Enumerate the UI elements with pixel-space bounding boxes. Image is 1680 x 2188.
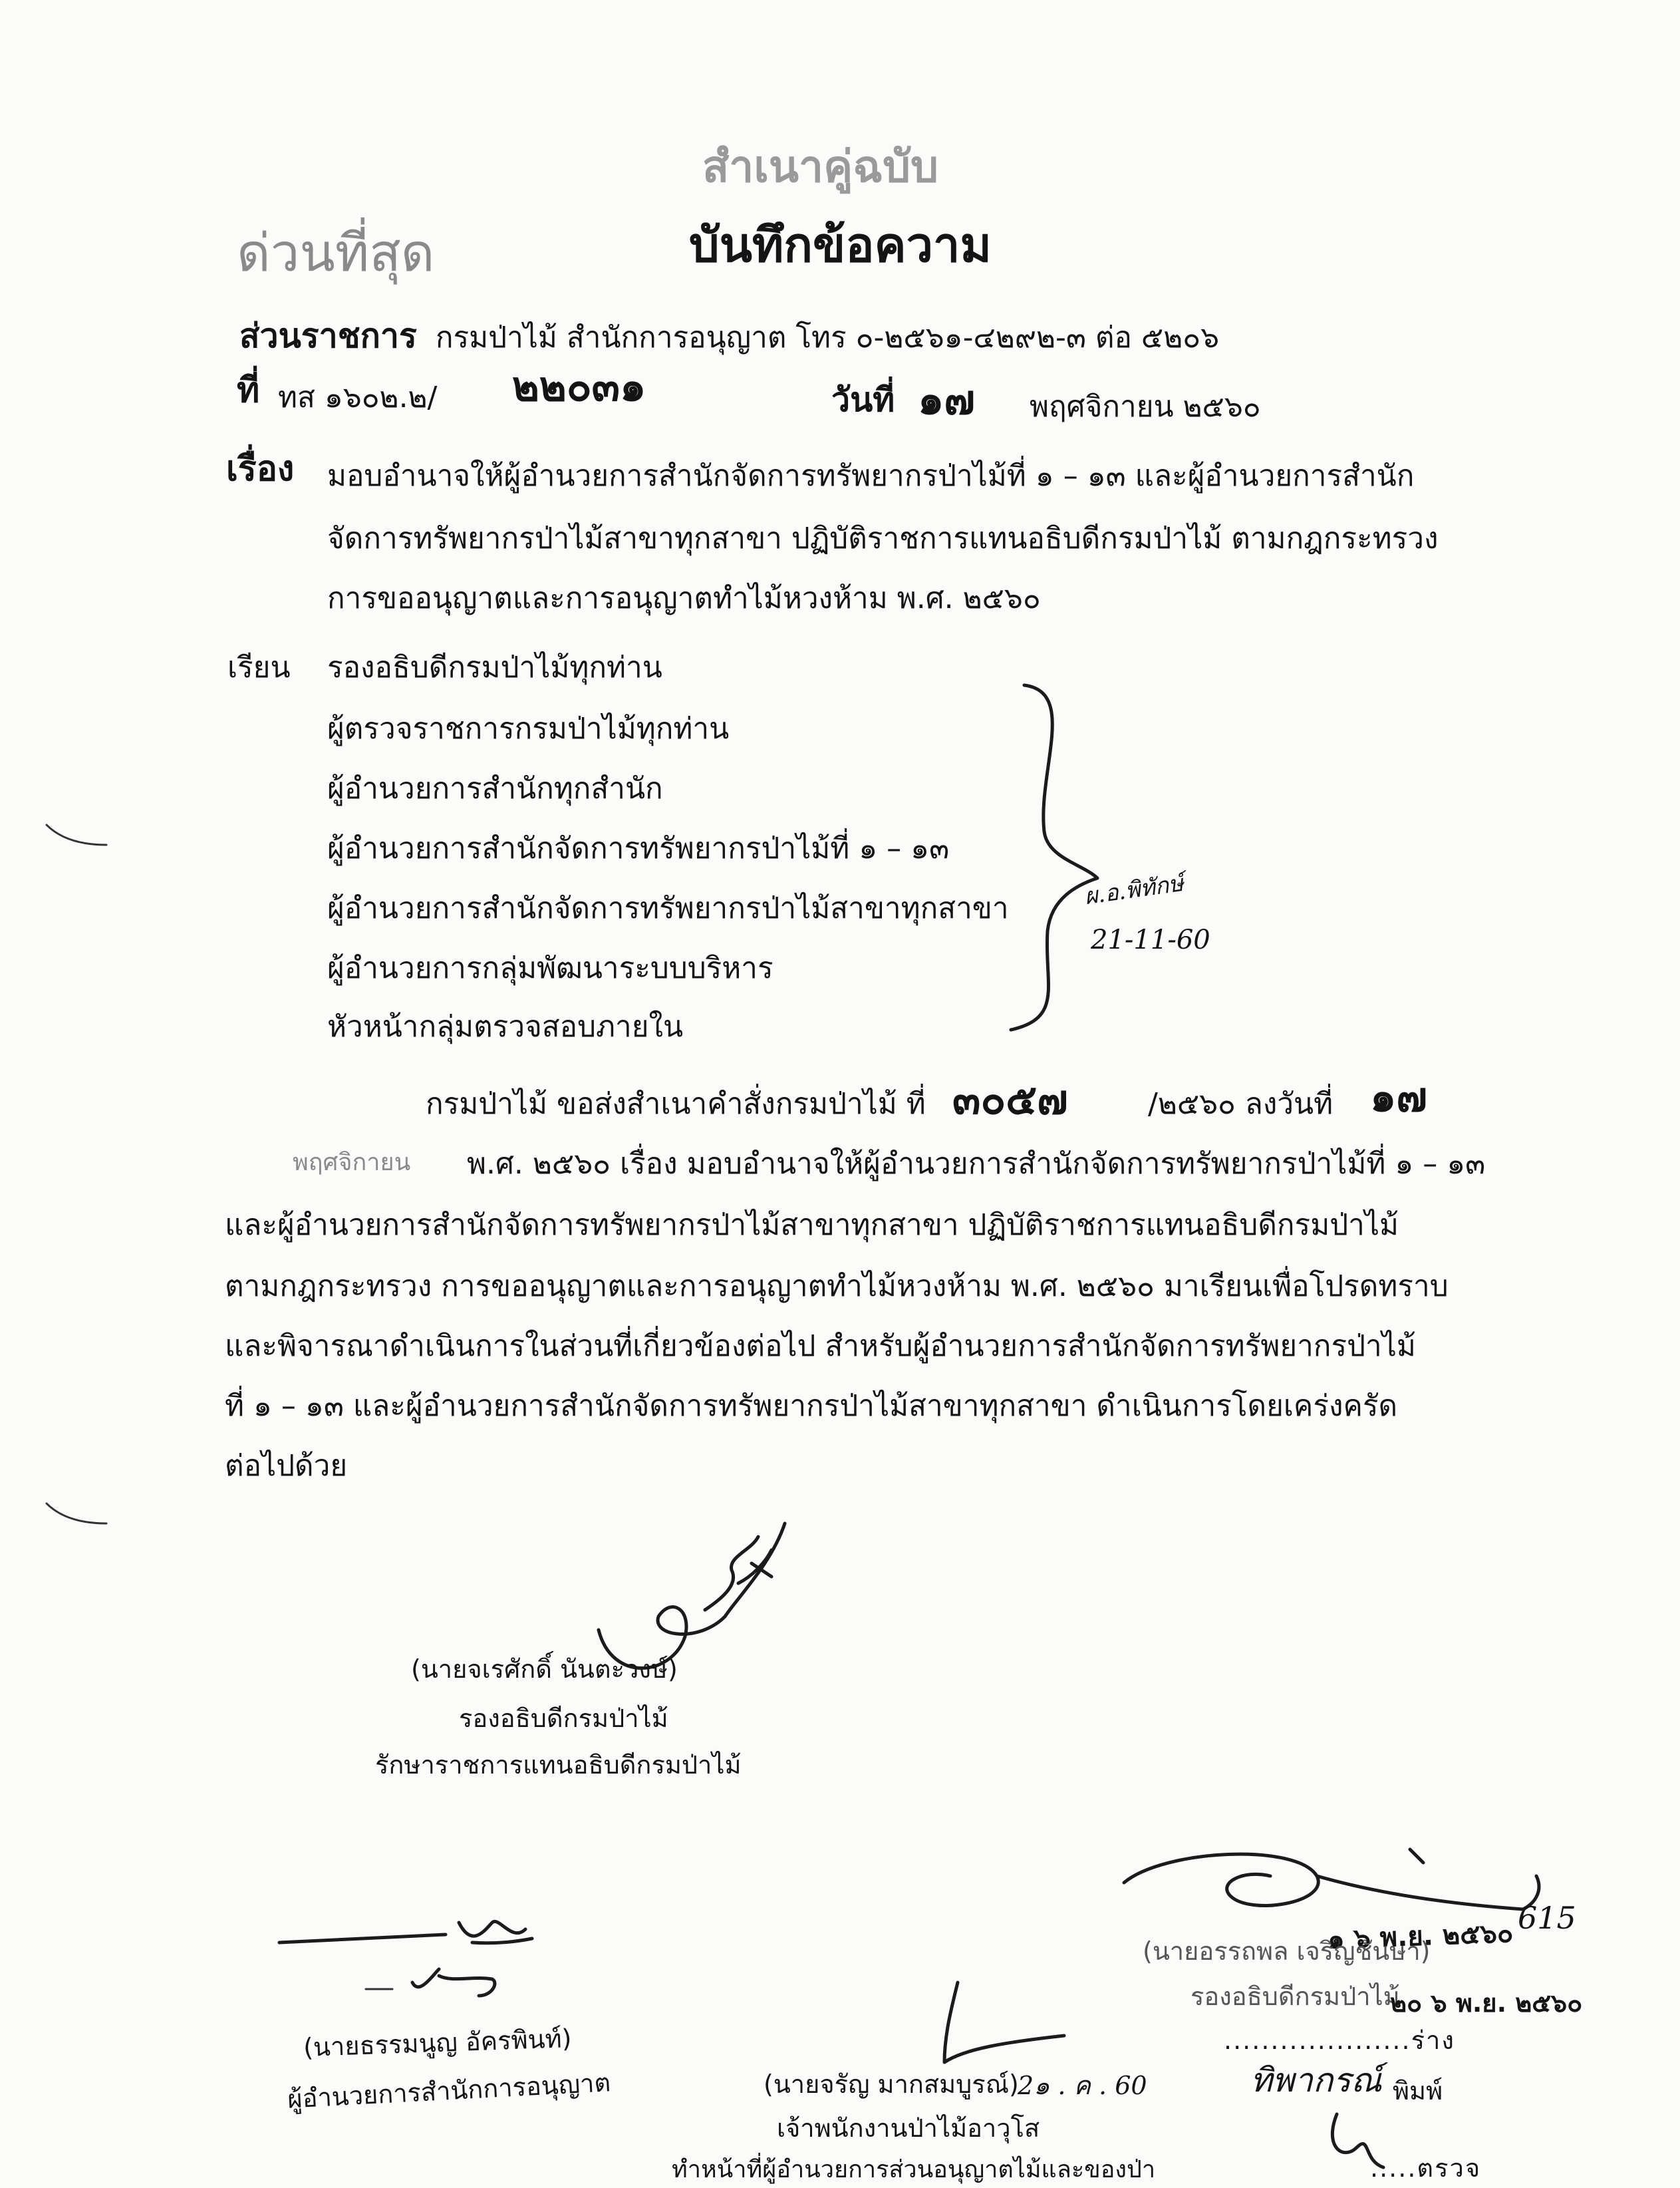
reference-number: ๒๒๐๓๑ (512, 362, 646, 410)
subject-label: เรื่อง (226, 449, 295, 489)
checked-label: ตรวจ (1417, 2153, 1482, 2183)
recipients-label: เรียน (227, 651, 291, 685)
recipient-item: ผู้อำนวยการสำนักจัดการทรัพยากรป่าไม้ที่ ๑ – ๑๓ (327, 832, 950, 865)
month-stamp: พฤศจิกายน (293, 1149, 411, 1176)
footer-center-position: เจ้าพนักงานป่าไม้อาวุโส (777, 2113, 1040, 2143)
punch-marks (40, 812, 120, 1530)
checked-line (1370, 2147, 1481, 2188)
recipient-item: หัวหน้ากลุ่มตรวจสอบภายใน (327, 1010, 684, 1044)
signatory-name: (นายจเรศักดิ์ นันตะวงษ์) (411, 1654, 678, 1684)
footer-left-position: ผู้อำนวยการสำนักการอนุญาต (287, 2068, 612, 2114)
reference-prefix: ทส ๑๖๐๒.๒/ (278, 381, 438, 414)
footer-right-position: รองอธิบดีกรมป่าไม้ (1190, 1982, 1400, 2011)
recipient-item: รองอธิบดีกรมป่าไม้ทุกท่าน (327, 651, 662, 685)
handwritten-bracket (984, 679, 1104, 1038)
reference-label: ที่ (237, 371, 260, 410)
agency-value: กรมป่าไม้ สำนักการอนุญาต โทร ๐-๒๕๖๑-๔๒๙๒-๓ ต่อ ๕๒๐๖ (435, 321, 1219, 355)
footer-right-date-stamp: ๑ ๖ พ.ย. ๒๕๖๐ (1327, 1918, 1514, 1955)
subject-line: การขออนุญาตและการอนุญาตทำไม้หวงห้าม พ.ศ. ๒๕๖๐ (327, 581, 1041, 615)
urgent-stamp: ด่วนที่สุด (237, 224, 435, 283)
recipient-item: ผู้อำนวยการสำนักทุกสำนัก (327, 772, 663, 806)
footer-left-signature (273, 1903, 645, 2009)
copy-stamp: สำเนาคู่ฉบับ (702, 141, 938, 192)
recipient-item: ผู้อำนวยการสำนักจัดการทรัพยากรป่าไม้สาขาทุกสาขา (327, 891, 1009, 925)
footer-center-handwritten-date: 2๑ . ค . 60 (1018, 2071, 1147, 2100)
date-day: ๑๗ (918, 375, 975, 424)
footer-center-name: (นายจรัญ มากสมบูรณ์) (764, 2070, 1019, 2099)
doc-title: บันทึกข้อความ (689, 217, 992, 273)
signatory-acting: รักษาราชการแทนอธิบดีกรมป่าไม้ (375, 1750, 742, 1780)
draft-label: ร่าง (1411, 2026, 1455, 2055)
typist-handwriting: ทิพากรณ์ (1250, 2061, 1382, 2100)
typed-label: พิมพ์ (1393, 2076, 1443, 2106)
footer-center-duty: ทำหน้าที่ผู้อำนวยการส่วนอนุญาตไม้และของป่า (672, 2156, 1156, 2183)
order-line-start: กรมป่าไม้ ขอส่งสำเนาคำสั่งกรมป่าไม้ ที่ (426, 1087, 926, 1121)
order-day: ๑๗ (1370, 1072, 1427, 1121)
signatory-position: รองอธิบดีกรมป่าไม้ (459, 1704, 668, 1733)
date-month-year: พฤศจิกายน ๒๕๖๐ (1030, 390, 1261, 424)
checked-dots: ..... (1370, 2153, 1417, 2183)
body-line: ตามกฎกระทรวง การขออนุญาตและการอนุญาตทำไม้หวงห้าม พ.ศ. ๒๕๖๐ มาเรียนเพื่อโปรดทราบ (225, 1269, 1449, 1303)
body-line: พ.ศ. ๒๕๖๐ เรื่อง มอบอำนาจให้ผู้อำนวยการสำนักจัดการทรัพยากรป่าไม้ที่ ๑ – ๑๓ (467, 1147, 1486, 1181)
order-number: ๓๐๕๗ (952, 1075, 1068, 1124)
footer-left-name: (นายธรรมนูญ อัครพินท์) (303, 2023, 573, 2063)
handwritten-note: ผ.อ.พิทักษ์ (1083, 869, 1185, 911)
agency-line (239, 310, 1219, 363)
body-line: ที่ ๑ – ๑๓ และผู้อำนวยการสำนักจัดการทรัพยากรป่าไม้สาขาทุกสาขา ดำเนินการโดยเคร่งครัด (225, 1389, 1398, 1423)
draft-dots: .................... (1224, 2026, 1411, 2055)
subject-line: จัดการทรัพยากรป่าไม้สาขาทุกสาขา ปฏิบัติราชการแทนอธิบดีกรมป่าไม้ ตามกฎกระทรวง (327, 522, 1439, 555)
body-line: ต่อไปด้วย (225, 1449, 348, 1483)
recipient-item: ผู้อำนวยการกลุ่มพัฒนาระบบบริหาร (327, 951, 773, 985)
footer-right-handwritten-number: 615 (1518, 1900, 1576, 1936)
body-line: และพิจารณาดำเนินการในส่วนที่เกี่ยวข้องต่อไป สำหรับผู้อำนวยการสำนักจัดการทรัพยากรป่าไม้ (225, 1329, 1416, 1363)
handwritten-note-date: 21-11-60 (1091, 925, 1210, 955)
date-label: วันที่ (831, 381, 895, 419)
body-line: และผู้อำนวยการสำนักจัดการทรัพยากรป่าไม้สาขาทุกสาขา ปฏิบัติราชการแทนอธิบดีกรมป่าไม้ (225, 1208, 1399, 1242)
footer-right-name: (นายอรรถพล เจริญชันษา) (1143, 1937, 1431, 1966)
recipient-item: ผู้ตรวจราชการกรมป่าไม้ทุกท่าน (327, 712, 730, 746)
agency-label: ส่วนราชการ (239, 317, 417, 355)
footer-right-date-stamp-2: ๒๐ ๖ พ.ย. ๒๕๖๐ (1390, 1988, 1583, 2018)
order-line-mid: /๒๕๖๐ ลงวันที่ (1148, 1087, 1333, 1121)
subject-line: มอบอำนาจให้ผู้อำนวยการสำนักจัดการทรัพยากรป่าไม้ที่ ๑ – ๑๓ และผู้อำนวยการสำนัก (327, 459, 1415, 493)
